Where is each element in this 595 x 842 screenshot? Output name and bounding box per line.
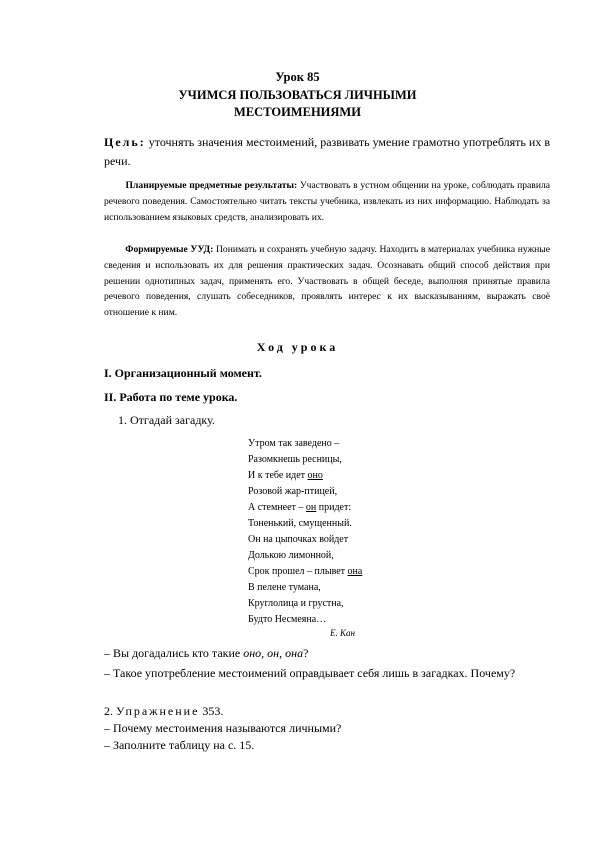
lesson-title xyxy=(0,87,595,121)
task-2: 2. Упражнение 353. xyxy=(104,704,224,718)
pronoun-ono: оно xyxy=(307,470,323,481)
question-4: – Заполните таблицу на с. 15. xyxy=(104,738,255,752)
question-1: – Вы догадались кто такие оно, он, она? xyxy=(104,646,309,660)
poem-line: Долькою лимонной, xyxy=(248,550,334,561)
goal-paragraph xyxy=(104,133,550,171)
stage-1: I. Организационный момент. xyxy=(104,366,262,380)
exercise-label: Упражнение xyxy=(116,704,200,718)
riddle-poem xyxy=(248,436,362,628)
planned-results-paragraph xyxy=(104,178,550,225)
course-heading: Ход урока xyxy=(256,340,339,354)
question-2: – Такое употребление местоимений оправдывает себя лишь в загадках. Почему? xyxy=(104,666,516,680)
poem-line: А стемнеет – он придет: xyxy=(248,502,352,513)
poem-author: Е. Кан xyxy=(330,628,355,638)
planned-results-text: Участвовать в устном общении на уроке, соблюдать правила речевого поведения. Самостоятельно читать тексты учебника, извлекать из них информацию. Наблюдать за использованием языковых средств, анализировать их. xyxy=(104,180,550,223)
lesson-title-line2: МЕСТОИМЕНИЯМИ xyxy=(234,105,361,119)
goal-text: уточнять значения местоимений, развивать умение грамотно употреблять их в речи. xyxy=(104,135,550,168)
task-1: 1. Отгадай загадку. xyxy=(118,413,215,427)
pronoun-on: он xyxy=(305,502,317,513)
uud-text: Понимать и сохранять учебную задачу. Находить в материалах учебника нужные сведения и использовать их для решения практических задач. Осознавать общий способ действия при решении однотипных задач, применять его. Участвовать в общей беседе, выполняя принятые правила речевого поведения, слушать собеседников, проявлять интерес к их высказываниям, выражать своё отношение к ним. xyxy=(104,244,551,319)
poem-line: И к тебе идет оно xyxy=(248,470,323,481)
poem-line: Будто Несмеяна… xyxy=(248,614,327,625)
poem-line: Срок прошел – плывет она xyxy=(248,566,363,577)
lesson-title-line1: УЧИМСЯ ПОЛЬЗОВАТЬСЯ ЛИЧНЫМИ xyxy=(178,88,417,102)
stage-2: II. Работа по теме урока. xyxy=(104,390,238,404)
poem-line: В пелене тумана, xyxy=(248,582,321,593)
poem-line: Круглолица и грустна, xyxy=(248,598,344,609)
pronouns-italic: оно, он, она xyxy=(243,646,304,660)
poem-line: Тоненький, смущенный. xyxy=(248,518,352,529)
question-3: – Почему местоимения называются личными? xyxy=(104,721,342,735)
goal-label: Цель: xyxy=(104,135,146,149)
uud-paragraph xyxy=(104,242,550,321)
poem-line: Розовой жар-птицей, xyxy=(248,486,338,497)
poem-line: Утром так заведено – xyxy=(248,438,340,449)
poem-line: Разомкнешь ресницы, xyxy=(248,454,342,465)
pronoun-ona: она xyxy=(347,566,363,577)
uud-label: Формируемые УУД: xyxy=(125,244,214,255)
poem-line: Он на цыпочках войдет xyxy=(248,534,349,545)
planned-results-label: Планируемые предметные результаты: xyxy=(125,180,298,191)
lesson-number: Урок 85 xyxy=(275,70,320,84)
